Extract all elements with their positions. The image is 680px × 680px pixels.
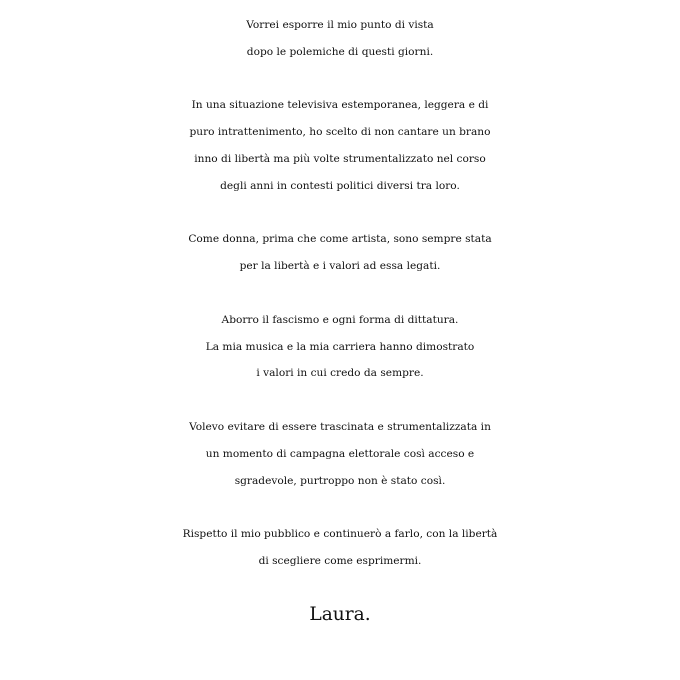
text-line: Rispetto il mio pubblico e continuerò a farlo, con la libertà: [182, 528, 498, 541]
text-line: i valori in cui credo da sempre.: [256, 367, 424, 380]
text-line: Vorrei esporre il mio punto di vista: [246, 19, 434, 31]
text-line: La mia musica e la mia carriera hanno dimostrato: [205, 340, 475, 353]
text-line: puro intrattenimento, ho scelto di non cantare un brano: [189, 126, 491, 139]
text-line: di scegliere come esprimermi.: [258, 554, 422, 567]
text-line: Volevo evitare di essere trascinata e strumentalizzata in: [189, 420, 491, 433]
statement-paragraph-1: [0, 12, 680, 66]
statement-paragraph-3: [0, 226, 680, 280]
text-line: degli anni in contesti politici diversi tra loro.: [220, 179, 460, 192]
statement-paragraph-6: [0, 521, 680, 575]
text-line: In una situazione televisiva estemporanea, leggera e di: [191, 99, 489, 112]
statement-paragraph-5: [0, 414, 680, 494]
statement-paragraph-2: [0, 92, 680, 199]
text-line: per la libertà e i valori ad essa legati.: [239, 260, 441, 273]
text-line: dopo le polemiche di questi giorni.: [246, 45, 434, 58]
statement-paragraph-4: [0, 307, 680, 387]
text-line: sgradevole, purtroppo non è stato così.: [234, 474, 446, 487]
text-line: Aborro il fascismo e ogni forma di dittatura.: [221, 313, 459, 326]
statement-document: [0, 12, 680, 628]
text-line: Come donna, prima che come artista, sono sempre stata: [188, 233, 492, 246]
signature: Laura.: [309, 603, 371, 625]
text-line: un momento di campagna elettorale così acceso e: [205, 447, 475, 460]
text-line: inno di libertà ma più volte strumentalizzato nel corso: [194, 152, 486, 165]
